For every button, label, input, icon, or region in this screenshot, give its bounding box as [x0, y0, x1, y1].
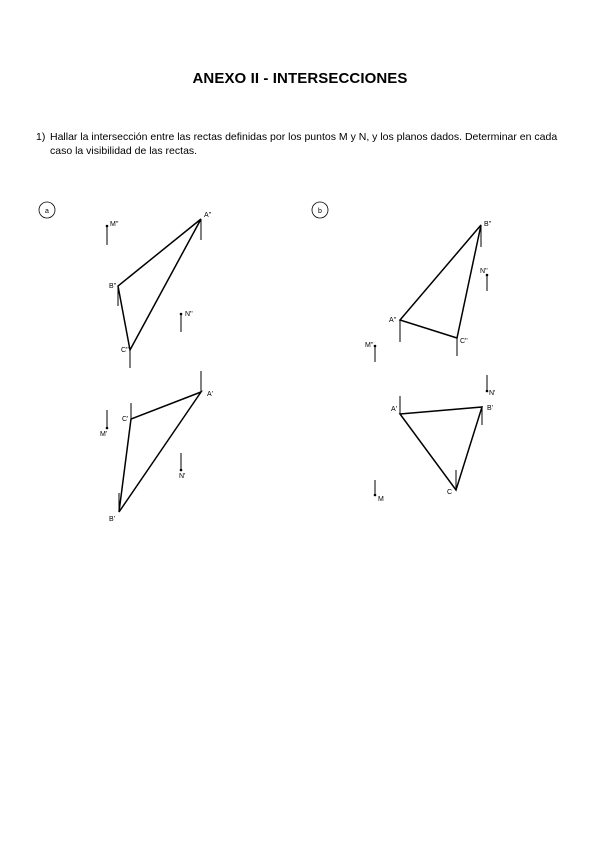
problem-b [312, 202, 495, 503]
label-b: B' [487, 405, 494, 412]
problem-a-horizontal-projection [100, 371, 213, 523]
label-m: M'' [365, 342, 374, 349]
point-n-dot [180, 469, 183, 472]
triangle-abc-horizontal [400, 407, 482, 490]
label-m: M'' [110, 221, 119, 228]
label-n: N'' [480, 268, 488, 275]
label-c: C [447, 489, 453, 496]
label-a: A'' [204, 212, 212, 219]
label-m: M [378, 496, 384, 503]
triangle-abc-vertical [118, 219, 201, 350]
label-n: N' [179, 473, 186, 480]
point-m-dot [106, 225, 109, 228]
point-m-dot [374, 345, 377, 348]
point-m-dot [106, 427, 109, 430]
point-m-dot [374, 494, 377, 497]
label-b: B'' [484, 221, 492, 228]
problem-a-label: a [45, 208, 49, 215]
label-c: C'' [121, 347, 129, 354]
label-a: A' [391, 406, 398, 413]
label-a: A' [207, 391, 214, 398]
problem-b-vertical-projection [365, 221, 491, 362]
page-title: ANEXO II - INTERSECCIONES [192, 70, 408, 87]
problem-b-label: b [318, 208, 322, 215]
point-n-dot [486, 390, 489, 393]
label-c: C'' [460, 338, 468, 345]
triangle-abc-vertical [400, 225, 481, 338]
problem-a-vertical-projection [106, 212, 212, 368]
problem-a [39, 202, 213, 523]
problem-b-horizontal-projection [374, 375, 496, 503]
exercise-number: 1) [36, 131, 46, 143]
label-c: C' [122, 416, 129, 423]
point-n-dot [180, 313, 183, 316]
label-n: N' [489, 390, 496, 397]
label-b: B' [109, 516, 116, 523]
label-m: M' [100, 431, 108, 438]
exercise-text: Hallar la intersección entre las rectas definidas por los puntos M y N, y los planos dados. Determinar en cada caso la visibilidad de las rectas. [50, 131, 558, 157]
label-b: B'' [109, 283, 117, 290]
label-a: A'' [389, 317, 397, 324]
label-n: N'' [185, 311, 193, 318]
